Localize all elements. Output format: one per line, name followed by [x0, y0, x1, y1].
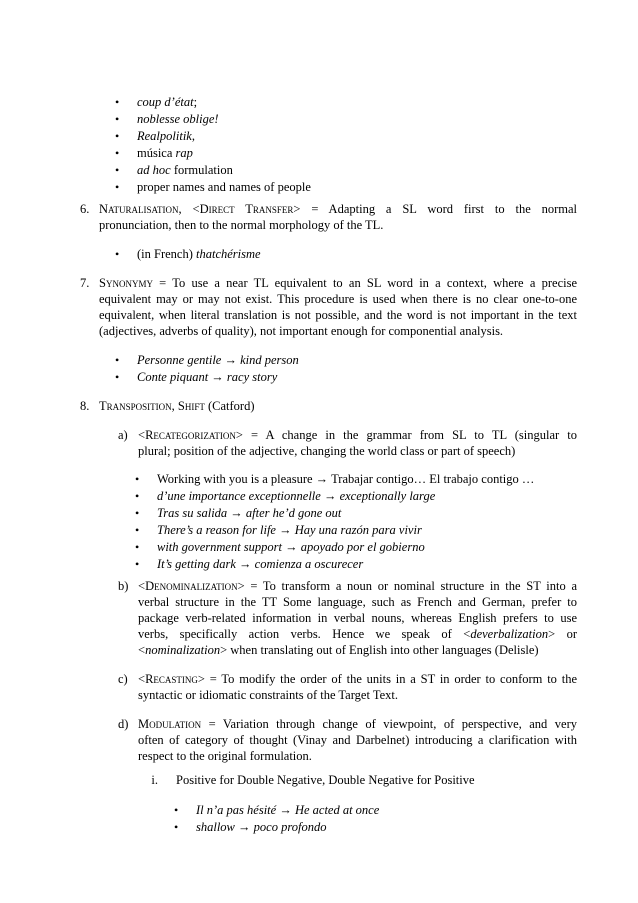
list-item: • música rap [137, 145, 311, 162]
denominalization-line2: verbal structure in the TT Some language, such as French and German, prefer to [138, 595, 577, 609]
list-item: • There’s a reason for life → Hay una razón para vivir [157, 522, 534, 539]
list-item: • Working with you is a pleasure → Trabajar contigo… El trabajo contigo … [157, 471, 534, 488]
denominalization-line4: verbs, specifically action verbs. Hence we speak of <deverbalization> or [138, 627, 577, 641]
naturalisation-examples-list [137, 246, 261, 263]
section-6-line1: Naturalisation, <Direct Transfer> = Adapting a SL word first to the normal [99, 202, 578, 216]
denominalization-line5: <nominalization> when translating out of English into other languages (Delisle) [138, 643, 539, 657]
section-7-line2: equivalent may or may not exist. This procedure is used when there is no clear one-to-one [99, 292, 577, 306]
section-7-line4: (adjectives, adverbs of quality), not important enough for componential analysis. [99, 324, 504, 338]
section-number: 7. [80, 276, 90, 290]
list-item: • proper names and names of people [137, 179, 311, 196]
section-7-line3: equivalent, when literal translation is not possible, and the word is not important in the text [99, 308, 577, 322]
denominalization-line1: <Denominalization> = To transform a noun or nominal structure in the ST into a [138, 579, 577, 593]
recasting-line1: <Recasting> = To modify the order of the units in a ST in order to conform to the [138, 672, 577, 686]
recategorization-line2: plural; position of the adjective, changing the world class or part of speech) [138, 444, 516, 458]
list-item: • ad hoc formulation [137, 162, 311, 179]
list-item: • (in French) thatchérisme [137, 246, 261, 263]
denominalization-line3: package verb-related information in verbal nouns, whereas English prefers to use [138, 611, 577, 625]
borrowing-examples-list [137, 94, 311, 196]
modulation-line1: Modulation = Variation through change of viewpoint, of perspective, and very [138, 717, 577, 731]
modulation-examples-list [196, 802, 379, 836]
list-item: • Personne gentile → kind person [137, 352, 299, 369]
list-item: • shallow → poco profondo [196, 819, 379, 836]
modulation-line2: often of category of thought (Vinay and Darbelnet) introducing a clarification with [138, 733, 577, 747]
list-item: • Realpolitik, [137, 128, 311, 145]
list-item: • noblesse oblige! [137, 111, 311, 128]
item-label: a) [118, 428, 128, 442]
modulation-line3: respect to the original formulation. [138, 749, 312, 763]
item-label: d) [118, 717, 129, 731]
recasting-line2: syntactic or idiomatic constraints of the Target Text. [138, 688, 398, 702]
recategorization-line1: <Recategorization> = A change in the grammar from SL to TL (singular to [138, 428, 577, 442]
list-item: • Conte piquant → racy story [137, 369, 299, 386]
list-item: • It’s getting dark → comienza a oscurecer [157, 556, 534, 573]
list-item: • Il n’a pas hésité → He acted at once [196, 802, 379, 819]
recategorization-examples-list [157, 471, 534, 573]
synonymy-examples-list [137, 352, 299, 386]
section-6-line2: pronunciation, then to the normal morphology of the TL. [99, 218, 384, 232]
list-item: • coup d’état; [137, 94, 311, 111]
section-number: 6. [80, 202, 90, 216]
subitem-label: i. [151, 773, 158, 787]
section-number: 8. [80, 399, 90, 413]
item-label: b) [118, 579, 129, 593]
list-item: • Tras su salida → after he’d gone out [157, 505, 534, 522]
section-8-heading: Transposition, Shift (Catford) [99, 399, 255, 413]
section-7-line1: Synonymy = To use a near TL equivalent to an SL word in a context, where a precise [99, 276, 577, 290]
modulation-subitem-text: Positive for Double Negative, Double Negative for Positive [176, 773, 475, 787]
item-label: c) [118, 672, 128, 686]
list-item: • with government support → apoyado por el gobierno [157, 539, 534, 556]
list-item: • d’une importance exceptionnelle → exceptionally large [157, 488, 534, 505]
